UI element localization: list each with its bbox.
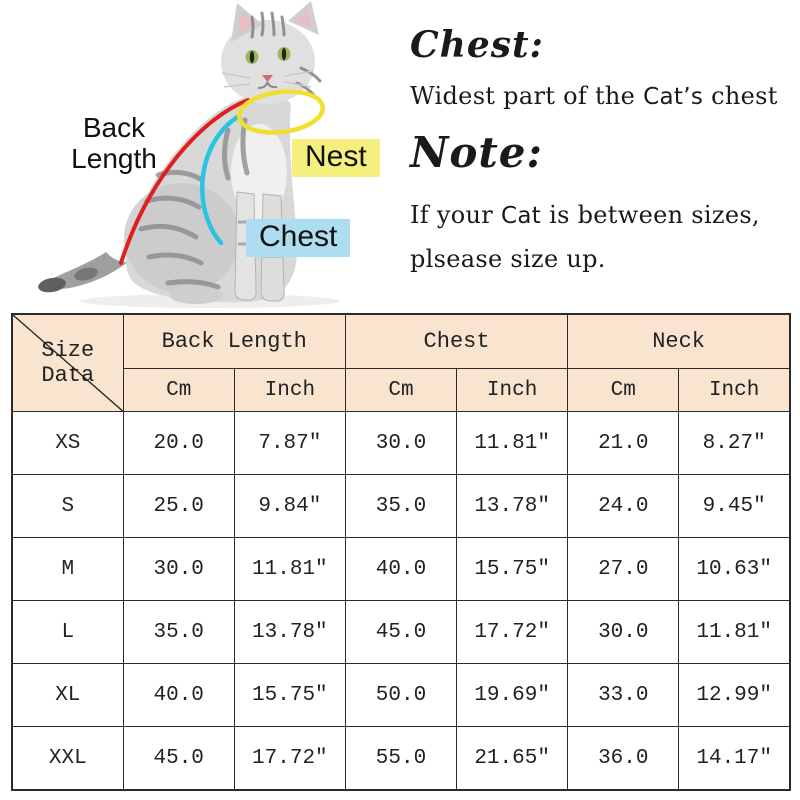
measurement-cell: 36.0 (568, 727, 679, 791)
measurement-cell: 21.65″ (457, 727, 568, 791)
size-table (11, 313, 791, 791)
table-row-xs (12, 412, 790, 475)
sub-header-inch: Inch (457, 369, 568, 412)
note-heading: Note: (410, 128, 544, 177)
measurement-cell: 15.75″ (457, 538, 568, 601)
measurement-cell: 55.0 (345, 727, 456, 791)
measurement-cell: 17.72″ (234, 727, 345, 791)
measurement-cell: 50.0 (345, 664, 456, 727)
measurement-cell: 13.78″ (457, 475, 568, 538)
nest-label: Nest (292, 139, 380, 177)
group-header-neck: Neck (568, 314, 790, 369)
measurement-cell: 30.0 (123, 538, 234, 601)
measurement-cell: 11.81″ (679, 601, 790, 664)
note-line-1: If your Cat is between sizes, (410, 201, 760, 229)
measurement-cell: 25.0 (123, 475, 234, 538)
measurement-cell: 30.0 (568, 601, 679, 664)
measurement-cell: 13.78″ (234, 601, 345, 664)
measurement-cell: 40.0 (123, 664, 234, 727)
corner-cell (12, 314, 123, 412)
sub-header-cm: Cm (123, 369, 234, 412)
measurement-cell: 27.0 (568, 538, 679, 601)
group-header-back-length: Back Length (123, 314, 345, 369)
chest-label: Chest (246, 219, 350, 257)
measurement-cell: 9.84″ (234, 475, 345, 538)
table-row-m (12, 538, 790, 601)
measurement-cell: 12.99″ (679, 664, 790, 727)
back-length-label: Back Length (71, 112, 157, 175)
measurement-cell: 11.81″ (457, 412, 568, 475)
measurement-cell: 19.69″ (457, 664, 568, 727)
group-header-chest: Chest (345, 314, 567, 369)
notes-block (410, 24, 796, 273)
table-row-xl (12, 664, 790, 727)
sub-header-cm: Cm (568, 369, 679, 412)
measurement-cell: 10.63″ (679, 538, 790, 601)
measurement-cell: 33.0 (568, 664, 679, 727)
measurement-cell: 40.0 (345, 538, 456, 601)
measurement-cell: 35.0 (123, 601, 234, 664)
size-label: M (12, 538, 123, 601)
animal-word: Cat (501, 203, 542, 229)
note-line-2: plsease size up. (410, 245, 606, 273)
size-label: S (12, 475, 123, 538)
chest-description: Widest part of the Cat’s chest (410, 82, 778, 110)
table-row-s (12, 475, 790, 538)
size-label: XXL (12, 727, 123, 791)
measurement-cell: 8.27″ (679, 412, 790, 475)
measurement-cell: 24.0 (568, 475, 679, 538)
measurement-cell: 7.87″ (234, 412, 345, 475)
measurement-cell: 17.72″ (457, 601, 568, 664)
size-table-wrap (11, 313, 791, 791)
table-row-xxl (12, 727, 790, 791)
sub-header-inch: Inch (679, 369, 790, 412)
chest-heading: Chest: (410, 24, 544, 66)
corner-label: Size Data (41, 338, 95, 388)
measurement-cell: 21.0 (568, 412, 679, 475)
measurement-cell: 45.0 (123, 727, 234, 791)
table-row-l (12, 601, 790, 664)
measurement-cell: 9.45″ (679, 475, 790, 538)
measurement-cell: 15.75″ (234, 664, 345, 727)
measurement-cell: 11.81″ (234, 538, 345, 601)
size-label: XS (12, 412, 123, 475)
size-label: XL (12, 664, 123, 727)
measurement-cell: 45.0 (345, 601, 456, 664)
measurement-cell: 30.0 (345, 412, 456, 475)
size-label: L (12, 601, 123, 664)
sub-header-inch: Inch (234, 369, 345, 412)
measurement-cell: 14.17″ (679, 727, 790, 791)
sub-header-cm: Cm (345, 369, 456, 412)
animal-word: Cat’s (643, 84, 704, 110)
measurement-cell: 20.0 (123, 412, 234, 475)
measurement-cell: 35.0 (345, 475, 456, 538)
